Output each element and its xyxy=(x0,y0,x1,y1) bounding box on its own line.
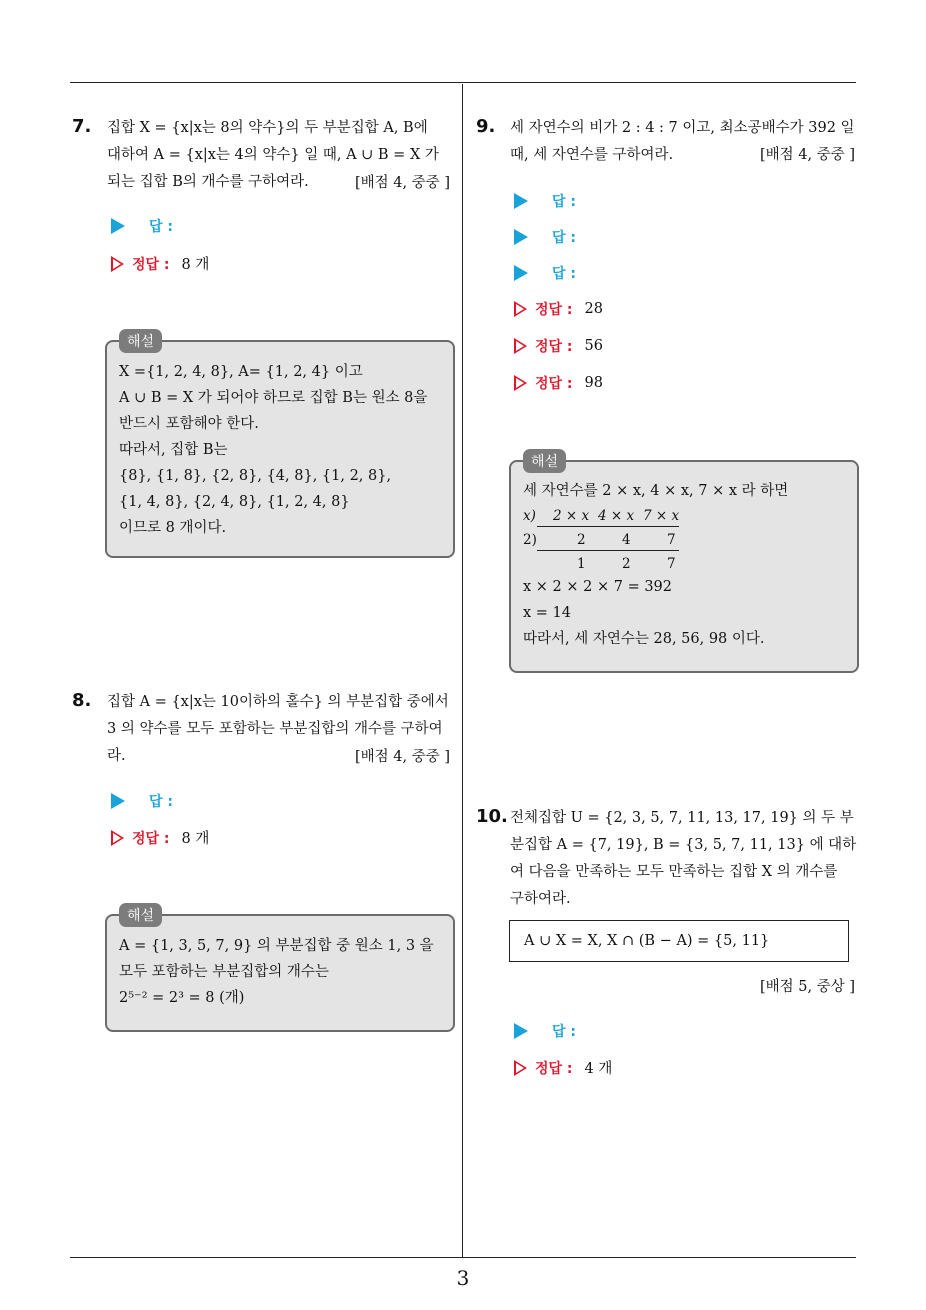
outline-triangle-icon xyxy=(514,301,527,317)
outline-triangle-icon xyxy=(111,256,124,272)
solution-line: 2⁵⁻² = 2³ = 8 (개) xyxy=(119,990,245,1006)
correct-label: 정답 : xyxy=(535,302,573,318)
solution-line: A = {1, 3, 5, 7, 9} 의 부분집합 중 원소 1, 3 을 xyxy=(119,938,434,954)
correct-answer-row xyxy=(111,827,209,848)
solution-text xyxy=(119,933,434,1011)
correct-label: 정답 : xyxy=(535,339,573,355)
outline-triangle-icon xyxy=(514,375,527,391)
division-cell: 1 xyxy=(577,556,586,572)
question-number: 10. xyxy=(476,806,508,827)
solution-line: 반드시 포함해야 한다. xyxy=(119,416,259,432)
question-line: 집합 A = {x|x는 10이하의 홀수} 의 부분집합 중에서 xyxy=(107,694,449,710)
correct-value: 4 개 xyxy=(584,1061,613,1077)
solution-line: x × 2 × 2 × 7 = 392 xyxy=(523,579,673,595)
division-cell: 4 × x xyxy=(598,508,635,524)
outline-triangle-icon xyxy=(514,1060,527,1076)
outline-triangle-icon xyxy=(514,338,527,354)
answer-label: 답 : xyxy=(149,794,173,810)
solution-line: {8}, {1, 8}, {2, 8}, {4, 8}, {1, 2, 8}, xyxy=(119,468,392,484)
answer-row xyxy=(514,263,576,283)
division-cell: 7 xyxy=(667,532,676,548)
correct-value: 98 xyxy=(584,375,603,391)
question-line: 구하여라. xyxy=(510,891,571,907)
column-divider xyxy=(462,84,463,1257)
answer-row xyxy=(111,216,173,236)
division-cell: x) xyxy=(523,508,536,524)
division-cell: 7 xyxy=(667,556,676,572)
question-line: 전체집합 U = {2, 3, 5, 7, 11, 13, 17, 19} 의 두 부 xyxy=(510,810,854,826)
question-line: 분집합 A = {7, 19}, B = {3, 5, 7, 11, 13} 에 대하 xyxy=(510,837,857,853)
answer-row xyxy=(514,191,576,211)
play-icon xyxy=(514,265,528,281)
answer-row xyxy=(514,1021,576,1041)
play-icon xyxy=(111,793,125,809)
question-line: 3 의 약수를 모두 포함하는 부분집합의 개수를 구하여 xyxy=(107,721,443,737)
question-number: 9. xyxy=(476,116,496,137)
question-line: 세 자연수의 비가 2 : 4 : 7 이고, 최소공배수가 392 일 xyxy=(510,120,855,136)
correct-label: 정답 : xyxy=(132,256,170,273)
solution-tag: 해설 xyxy=(119,903,162,927)
correct-value: 8 개 xyxy=(181,831,210,847)
solution-line: A ∪ B = X 가 되어야 하므로 집합 B는 원소 8을 xyxy=(119,390,428,406)
condition-box: A ∪ X = X, X ∩ (B − A) = {5, 11} xyxy=(509,920,849,962)
correct-label: 정답 : xyxy=(132,830,170,847)
question-line: 여 다음을 만족하는 모두 만족하는 집합 X 의 개수를 xyxy=(510,864,838,880)
solution-text xyxy=(523,478,788,504)
question-text xyxy=(510,805,856,913)
correct-answer-row xyxy=(514,336,603,356)
solution-line: 이므로 8 개이다. xyxy=(119,520,227,536)
question-number: 7. xyxy=(72,116,92,137)
solution-tag: 해설 xyxy=(523,449,566,473)
solution-line: x = 14 xyxy=(523,605,571,621)
answer-label: 답 : xyxy=(552,230,576,246)
solution-line: 따라서, 세 자연수는 28, 56, 98 이다. xyxy=(523,631,765,647)
outline-triangle-icon xyxy=(111,830,124,846)
division-cell: 2) xyxy=(523,532,537,548)
question-line: 되는 집합 B의 개수를 구하여라. xyxy=(107,174,309,190)
correct-value: 8 개 xyxy=(181,257,210,273)
question-line: 때, 세 자연수를 구하여라. xyxy=(510,147,674,163)
solution-line: 세 자연수를 2 × x, 4 × x, 7 × x 라 하면 xyxy=(523,483,789,499)
correct-label: 정답 : xyxy=(535,1060,573,1077)
division-underline xyxy=(537,550,679,551)
division-cell: 4 xyxy=(622,532,631,548)
solution-tag: 해설 xyxy=(119,329,162,353)
correct-answer-row xyxy=(111,253,209,274)
score-label: [배점 4, 중중 ] xyxy=(355,749,451,765)
play-icon xyxy=(514,193,528,209)
page-number: 3 xyxy=(456,1266,470,1290)
correct-label: 정답 : xyxy=(535,376,573,392)
play-icon xyxy=(514,229,528,245)
score-label: [배점 4, 중중 ] xyxy=(760,147,856,163)
score-label: [배점 5, 중상 ] xyxy=(760,979,856,995)
correct-answer-row xyxy=(514,373,603,393)
bottom-rule xyxy=(70,1257,856,1258)
answer-row xyxy=(514,227,576,247)
answer-label: 답 : xyxy=(552,1024,576,1040)
play-icon xyxy=(111,218,125,234)
division-cell: 7 × x xyxy=(643,508,680,524)
solution-line: X ={1, 2, 4, 8}, A= {1, 2, 4} 이고 xyxy=(119,364,363,380)
division-cell: 2 xyxy=(622,556,631,572)
division-underline xyxy=(537,526,679,527)
answer-label: 답 : xyxy=(552,266,576,282)
question-number: 8. xyxy=(72,690,92,711)
solution-line: 따라서, 집합 B는 xyxy=(119,442,228,458)
score-label: [배점 4, 중중 ] xyxy=(355,175,451,191)
answer-row xyxy=(111,791,173,811)
solution-text xyxy=(119,359,427,541)
question-line: 대하여 A = {x|x는 4의 약수} 일 때, A ∪ B = X 가 xyxy=(107,147,439,163)
play-icon xyxy=(514,1023,528,1039)
answer-label: 답 : xyxy=(552,194,576,210)
division-cell: 2 × x xyxy=(553,508,590,524)
question-line: 집합 X = {x|x는 8의 약수}의 두 부분집합 A, B에 xyxy=(107,120,428,136)
top-rule xyxy=(70,82,856,83)
answer-label: 답 : xyxy=(149,219,173,235)
question-line: 라. xyxy=(107,748,126,764)
solution-text xyxy=(523,574,765,652)
division-cell: 2 xyxy=(577,532,586,548)
correct-answer-row xyxy=(514,299,603,319)
correct-value: 28 xyxy=(584,301,603,317)
correct-answer-row xyxy=(514,1057,612,1078)
solution-line: 모두 포함하는 부분집합의 개수는 xyxy=(119,964,329,980)
correct-value: 56 xyxy=(584,338,603,354)
solution-line: {1, 4, 8}, {2, 4, 8}, {1, 2, 4, 8} xyxy=(119,494,350,510)
